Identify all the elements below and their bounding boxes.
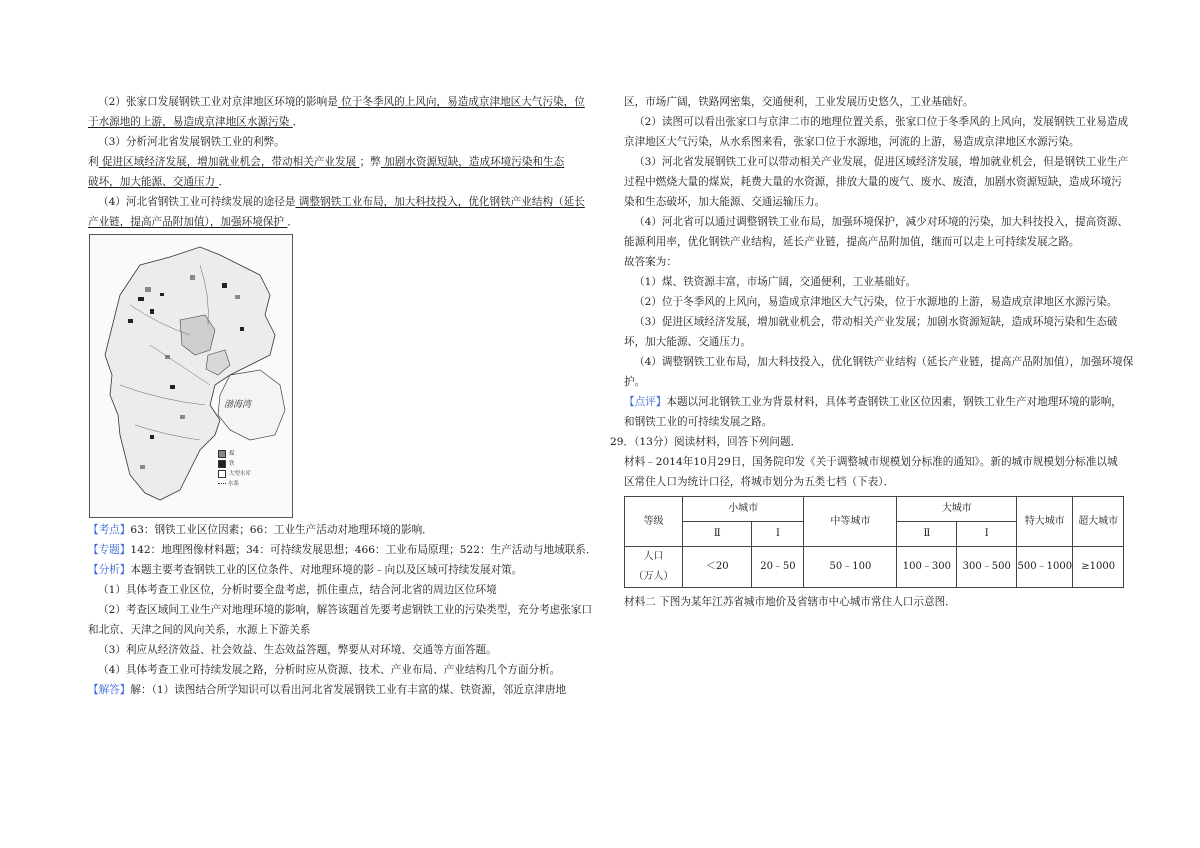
solution-3-cont: 过程中燃烧大量的煤炭，耗费大量的水资源，排放大量的废气、废水、废渣，加剧水资源短缺，造成环境污 [624,176,1122,188]
map-legend [218,449,251,489]
dianping-line: 【点评】本题以河北钢铁工业为背景材料，具体考查钢铁工业区位因素，钢铁工业生产对地理环境的影响， [624,396,1122,408]
final-answer-4-cont: 护。 [624,376,646,388]
river-line-icon [218,483,226,484]
q2-line1: （2）张家口发展钢铁工业对京津地区环境的影响是 位于冬季风的上风向，易造成京津地区大气污染，位 [98,96,585,108]
sub-small-2: Ⅱ [682,522,751,547]
dianping-tag: 【点评】 [624,396,667,408]
solution-2-cont: 京津地区大气污染，从水系图来看，张家口位于水源地，河流的上游，易造成京津地区水源污染。 [624,136,1080,148]
header-level: 等级 [625,497,683,547]
zhuanti-line: 【专题】142：地理图像材料题；34：可持续发展思想；466：工业布局原理；522：生产活动与地域联系． [88,544,597,556]
header-medium-city: 中等城市 [804,497,897,547]
table-row-population [625,547,1124,588]
header-super-city: 超大城市 [1073,497,1124,547]
sub-large-1: Ⅰ [957,522,1017,547]
iron-swatch-icon [218,460,226,468]
question-29: 29．（13分）阅读材料，回答下列问题． [610,436,802,448]
value-small-1: 20﹣50 [752,547,804,588]
value-small-2: ＜20 [682,547,751,588]
fenxi-tag: 【分析】 [88,564,131,576]
right-column [610,92,1136,612]
sub-small-1: Ⅰ [752,522,804,547]
final-answer-1: （1）煤、铁资源丰富，市场广阔，交通便利，工业基础好。 [634,276,917,288]
header-mega-city: 特大城市 [1017,497,1073,547]
header-large-city: 大城市 [897,497,1017,522]
analysis-1: （1）具体考查工业区位，分析时要全盘考虑，抓住重点，结合河北省的周边区位环境 [98,584,497,596]
sub-large-2: Ⅱ [897,522,957,547]
solution-4: （4）河北省可以通过调整钢铁工业布局，加强环境保护，减少对环境的污染，加大科技投入，提高资源、 [634,216,1129,228]
value-mega: 500﹣1000 [1017,547,1073,588]
q4-line2: 产业链，提高产品附加值），加强环境保护 ． [88,216,298,228]
sea-label: 渤海湾 [224,400,252,410]
dianping-cont: 和钢铁工业的可持续发展之路。 [624,416,773,428]
con-answer: 加剧水资源短缺，造成环境污染和生态 [380,156,565,168]
analysis-2-cont: 和北京、天津之间的风向关系，水源上下游关系 [88,624,311,636]
legend-reservoir: 大型水库 [218,469,251,479]
header-small-city: 小城市 [682,497,803,522]
solution-2: （2）读图可以看出张家口与京津二市的地理位置关系，张家口位于冬季风的上风向，发展钢铁工业易造成 [634,116,1129,128]
jieda-tag: 【解答】 [88,684,131,696]
q4-answer: 调整钢铁工业布局，加大科技投入，优化钢铁产业结构（延长 [295,196,585,208]
value-super: ≥1000 [1073,547,1124,588]
analysis-3: （3）利应从经济效益、社会效益、生态效益答题，弊要从对环境、交通等方面答题。 [98,644,497,656]
zhuanti-tag: 【专题】 [88,544,131,556]
coal-swatch-icon [218,450,226,458]
kaodian-tag: 【考点】 [88,524,131,536]
analysis-2: （2）考查区域间工业生产对地理环境的影响，解答该题首先要考虑钢铁工业的污染类型，充分考虑张家口 [98,604,593,616]
final-answer-2: （2）位于冬季风的上风向，易造成京津地区大气污染，位于水源地的上游，易造成京津地区水源污染。 [634,296,1118,308]
q3-prompt: （3）分析河北省发展钢铁工业的利弊。 [98,136,285,148]
city-size-table [624,496,1124,588]
legend-iron: 铁 [218,459,251,469]
fenxi-line: 【分析】本题主要考查钢铁工业的区位条件、对地理环境的影﹣向以及区域可持续发展对策。 [88,564,523,576]
q2-answer: 位于冬季风的上风向，易造成京津地区大气污染，位 [337,96,585,108]
answer-heading: 故答案为： [624,256,677,268]
q4-line1: （4）河北省钢铁工业可持续发展的途径是 调整钢铁工业布局，加大科技投入，优化钢铁产业结构（延长 [98,196,585,208]
material-2: 材料二 下图为某年江苏省城市地价及省辖市中心城市常住人口示意图． [624,596,956,608]
legend-river: 水系 [218,479,251,489]
legend-coal: 煤 [218,449,251,459]
q2-line2: 于水源地的上游，易造成京津地区水源污染 ． [88,116,304,128]
solution-4-cont: 能源利用率，优化钢铁产业结构，延长产业链，提高产品附加值，继而可以走上可持续发展之路。 [624,236,1080,248]
solution-3: （3）河北省发展钢铁工业可以带动相关产业发展，促进区域经济发展，增加就业机会，但是钢铁工业生产 [634,156,1129,168]
reservoir-swatch-icon [218,470,226,478]
con-answer-cont: 破坏，加大能源、交通压力 [88,176,219,188]
hebei-map [89,234,293,518]
q2-answer-cont: 于水源地的上游，易造成京津地区水源污染 [88,116,293,128]
material-1-cont: 区常住人口为统计口径，将城市划分为五类七档（下表）． [624,476,895,488]
final-answer-3-cont: 坏，加大能源、交通压力。 [624,336,752,348]
final-answer-4: （4）调整钢铁工业布局，加大科技投入，优化钢铁产业结构（延长产业链，提高产品附加值），加强环境保 [634,356,1134,368]
kaodian-line: 【考点】63：钢铁工业区位因素；66：工业生产活动对地理环境的影响． [88,524,433,536]
value-large-2: 100﹣300 [897,547,957,588]
final-answer-3: （3）促进区域经济发展，增加就业机会，带动相关产业发展；加剧水资源短缺，造成环境污染和生态破 [634,316,1118,328]
solution-3-cont2: 染和生态破坏，加大能源、交通运输压力。 [624,196,826,208]
jieda-line: 【解答】解：（1）读图结合所学知识可以看出河北省发展钢铁工业有丰富的煤、铁资源，邻近京津唐地 [88,684,567,696]
q3-line1: 利 促进区域经济发展，增加就业机会，带动相关产业发展 ；弊 加剧水资源短缺，造成环境污染和生态 [88,156,565,168]
material-1: 材料﹣2014年10月29日，国务院印发《关于调整城市规模划分标准的通知》。新的城市规模划分标准以城 [624,456,1118,468]
value-medium: 50﹣100 [804,547,897,588]
value-large-1: 300﹣500 [957,547,1017,588]
q4-answer-cont: 产业链，提高产品附加值），加强环境保护 [88,216,288,228]
q3-line2: 破坏，加大能源、交通压力 ． [88,176,230,188]
analysis-4: （4）具体考查工业可持续发展之路，分析时应从资源、技术、产业布局、产业结构几个方面分析。 [98,664,561,676]
hebei-map-drawing [90,235,292,517]
pro-answer: 促进区域经济发展，增加就业机会，带动相关产业发展 [98,156,360,168]
row-label-population: 人口 （万人） [625,547,683,588]
table-header-row [625,497,1124,522]
left-column [88,92,600,700]
solution-1-cont: 区，市场广阔，铁路网密集，交通便利，工业发展历史悠久，工业基础好。 [624,96,974,108]
